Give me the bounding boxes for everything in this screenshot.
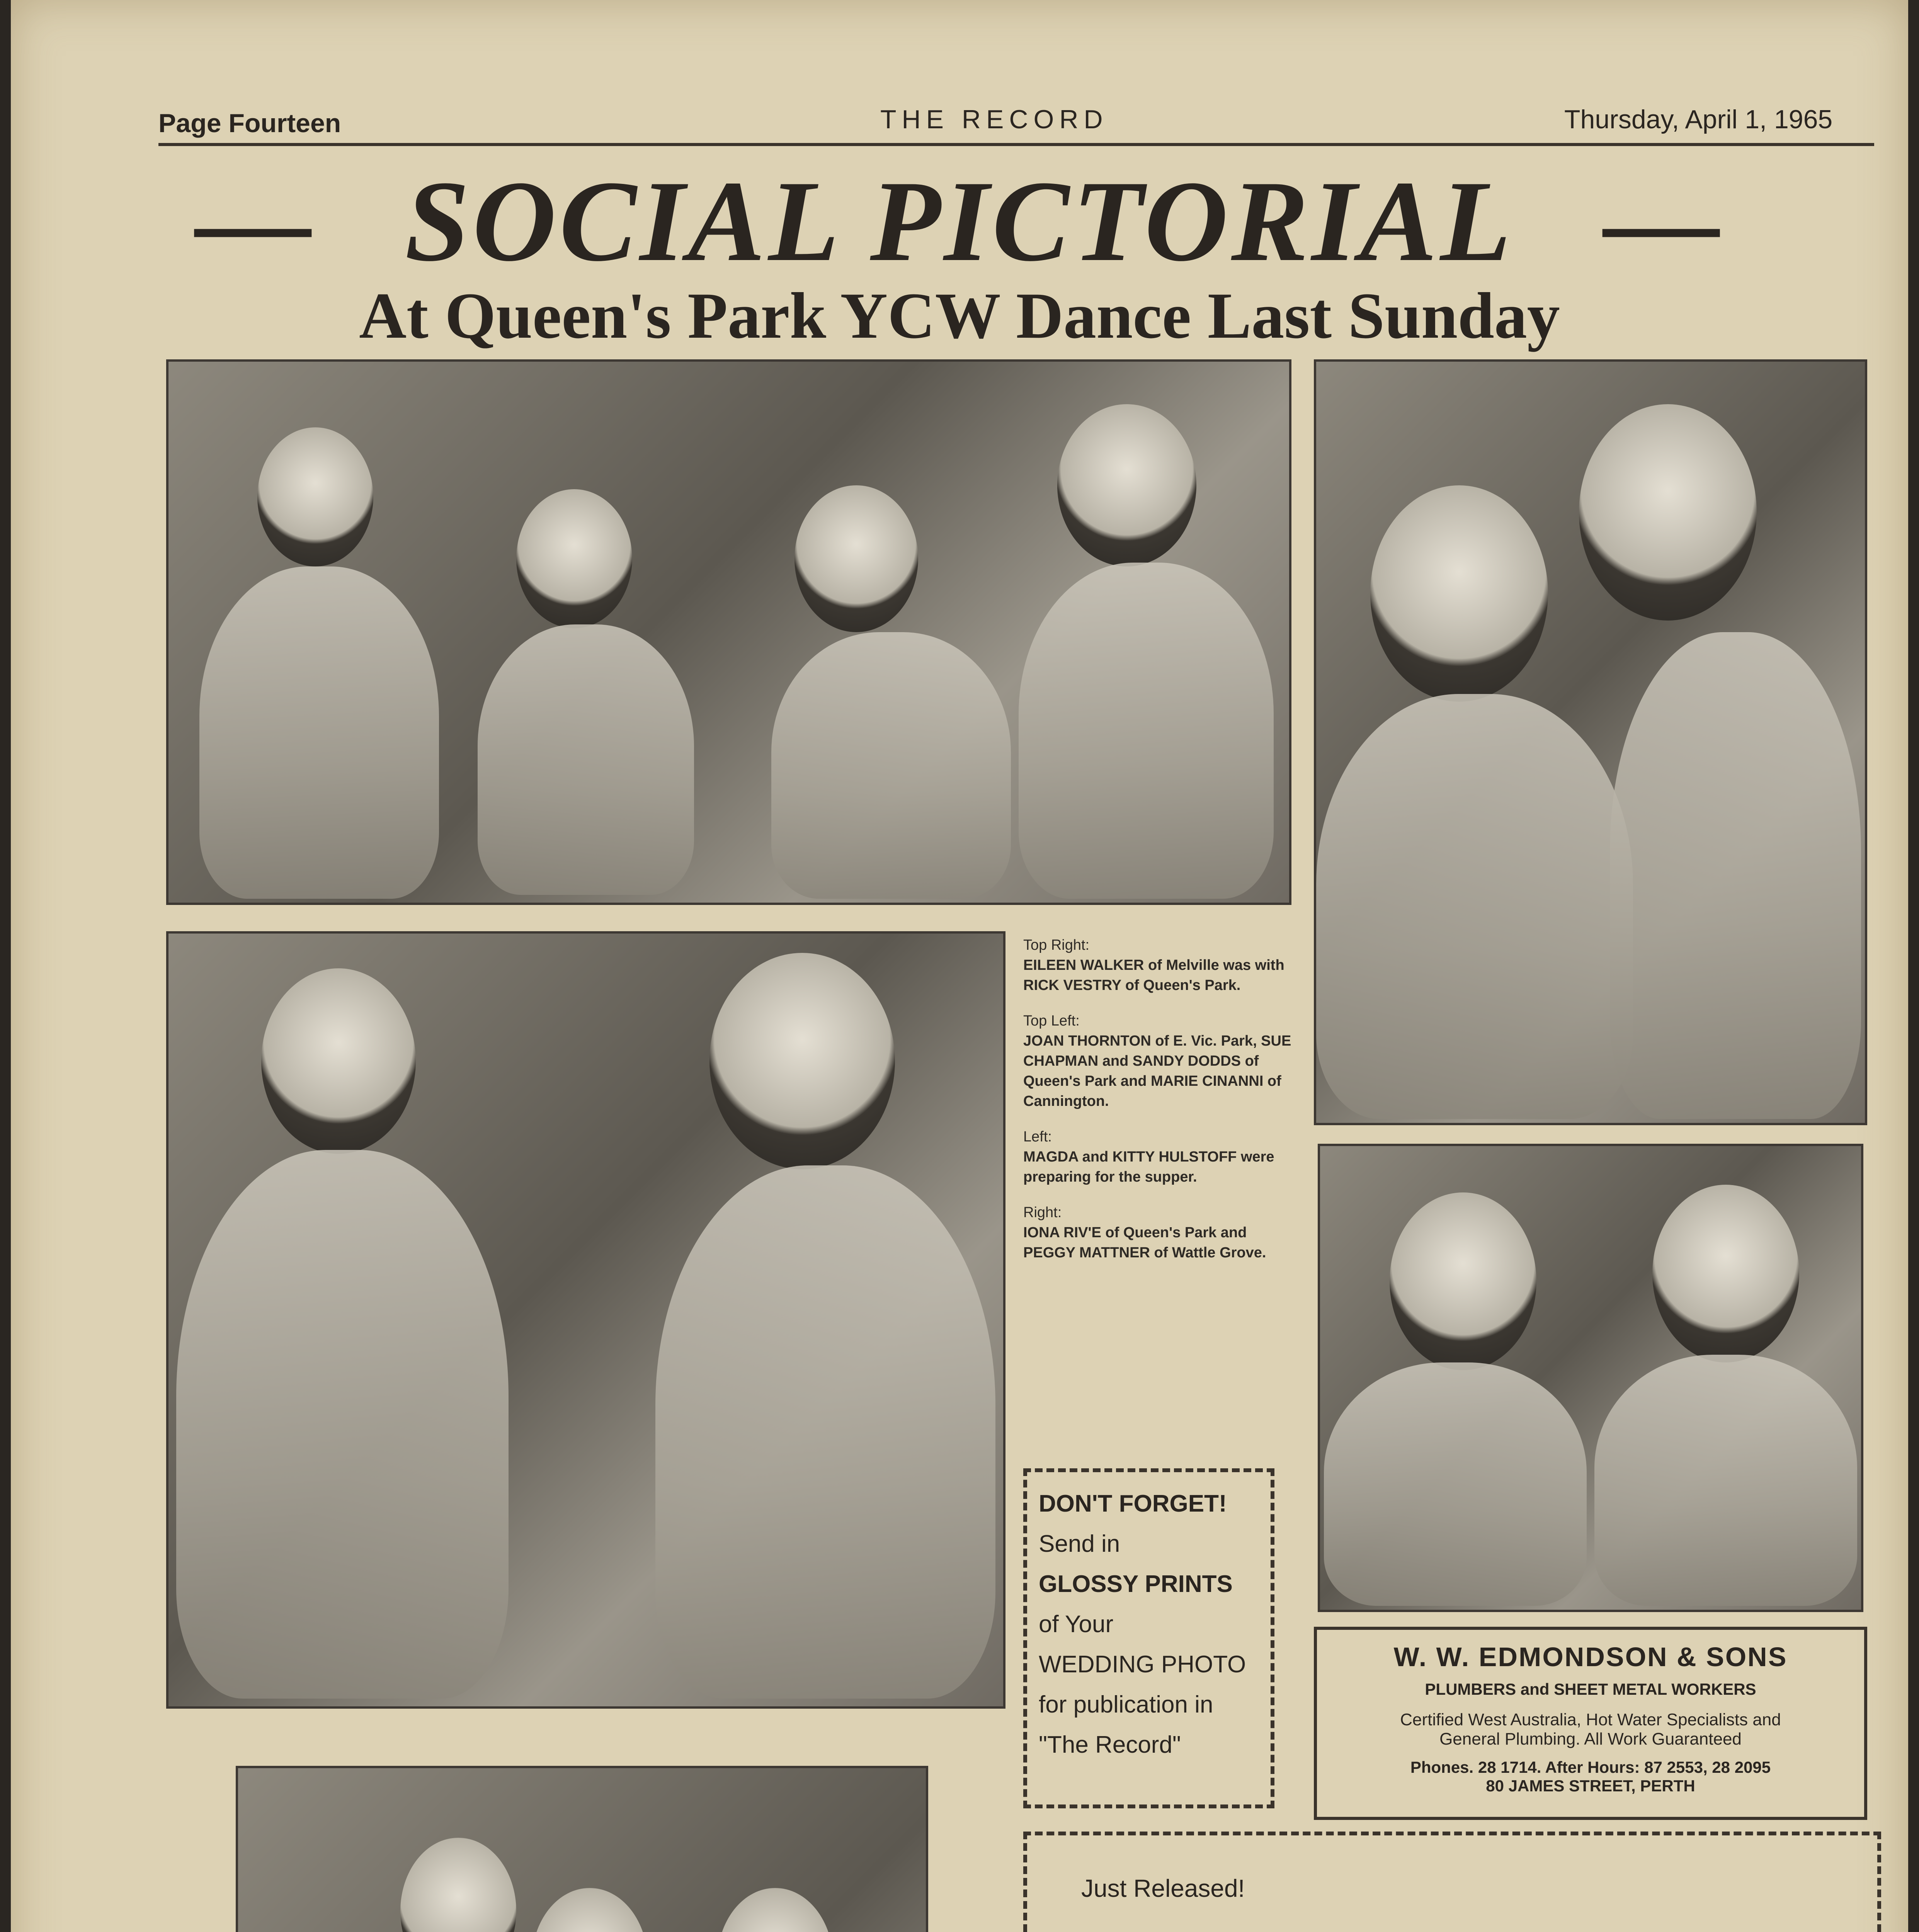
fler-kicker: Just Released!	[1081, 1874, 1245, 1902]
photo-figure	[1057, 404, 1196, 566]
reminder-line: Send in	[1039, 1531, 1120, 1557]
ad-trade: PLUMBERS and SHEET METAL WORKERS	[1425, 1680, 1756, 1698]
title-text: SOCIAL PICTORIAL	[405, 157, 1514, 285]
photo-figure	[794, 485, 918, 632]
reminder-box	[1023, 1468, 1274, 1808]
caption-top-right	[1023, 935, 1294, 995]
page-subtitle: At Queen's Park YCW Dance Last Sunday	[359, 279, 1560, 352]
reminder-line: of Your	[1039, 1611, 1114, 1638]
caption-label: Right:	[1023, 1204, 1062, 1221]
page-number: Page Fourteen	[158, 109, 341, 138]
photo-figure	[257, 427, 373, 566]
reminder-line: GLOSSY PRINTS	[1039, 1571, 1233, 1597]
photo-figure	[655, 1165, 995, 1699]
caption-right	[1023, 1202, 1294, 1263]
issue-date: Thursday, April 1, 1965	[1564, 105, 1833, 134]
photo-figure	[400, 1838, 516, 1932]
photo-figure	[516, 489, 632, 628]
reminder-line: WEDDING PHOTO	[1039, 1651, 1246, 1678]
reminder-line: "The Record"	[1039, 1731, 1181, 1758]
reminder-line: DON'T FORGET!	[1039, 1490, 1227, 1517]
masthead: THE RECORD	[880, 105, 1108, 134]
photo-figure	[1324, 1362, 1587, 1606]
ad-phones: Phones. 28 1714. After Hours: 87 2553, 28 2095	[1410, 1758, 1771, 1776]
photo-figure	[478, 624, 694, 895]
caption-label: Top Right:	[1023, 937, 1090, 953]
caption-text: IONA RIV'E of Queen's Park and PEGGY MATTNER of Wattle Grove.	[1023, 1225, 1266, 1261]
photo-two-girls	[1318, 1144, 1863, 1612]
photo-figure	[1316, 694, 1633, 1119]
caption-text: EILEEN WALKER of Melville was with RICK VESTRY of Queen's Park.	[1023, 957, 1284, 993]
caption-left	[1023, 1127, 1294, 1187]
caption-text: JOAN THORNTON of E. Vic. Park, SUE CHAPMAN and SANDY DODDS of Queen's Park and MARIE CINANNI of Cannington.	[1023, 1033, 1291, 1109]
title-dash-left: —	[196, 157, 315, 285]
photo-figure	[1610, 632, 1861, 1119]
title-dash-right: —	[1604, 157, 1723, 285]
fler-ad	[1023, 1832, 1881, 1932]
photo-wedding-party	[236, 1766, 928, 1932]
photo-figure	[1579, 404, 1757, 621]
ad-line: Certified West Australia, Hot Water Specialists and	[1400, 1710, 1781, 1729]
edmondson-ad	[1314, 1627, 1867, 1820]
caption-top-left	[1023, 1011, 1294, 1111]
ad-line: General Plumbing. All Work Guaranteed	[1439, 1730, 1742, 1748]
header-rule	[158, 143, 1874, 146]
photo-figure	[1370, 485, 1548, 702]
ad-address: 80 JAMES STREET, PERTH	[1486, 1777, 1695, 1795]
photo-figure	[717, 1888, 833, 1932]
newspaper-page	[11, 0, 1908, 1932]
caption-text: MAGDA and KITTY HULSTOFF were preparing for the supper.	[1023, 1149, 1274, 1185]
reminder-line: for publication in	[1039, 1691, 1213, 1718]
caption-label: Top Left:	[1023, 1013, 1080, 1029]
photo-figure	[709, 953, 895, 1169]
photo-figure	[1019, 563, 1274, 899]
photo-captions	[1023, 935, 1294, 1263]
ad-business-name: W. W. EDMONDSON & SONS	[1393, 1642, 1788, 1672]
photo-figure	[261, 968, 416, 1154]
photo-preparing-supper	[166, 931, 1005, 1709]
photo-couple	[1314, 359, 1867, 1125]
photo-figure	[176, 1150, 509, 1699]
page-title	[11, 155, 1908, 288]
photo-figure	[1390, 1192, 1536, 1370]
photo-four-girls-at-table	[166, 359, 1291, 905]
caption-label: Left:	[1023, 1129, 1052, 1145]
photo-figure	[1594, 1355, 1857, 1606]
photo-figure	[1652, 1185, 1799, 1362]
photo-figure	[771, 632, 1011, 899]
photo-figure	[532, 1888, 648, 1932]
photo-figure	[199, 566, 439, 899]
